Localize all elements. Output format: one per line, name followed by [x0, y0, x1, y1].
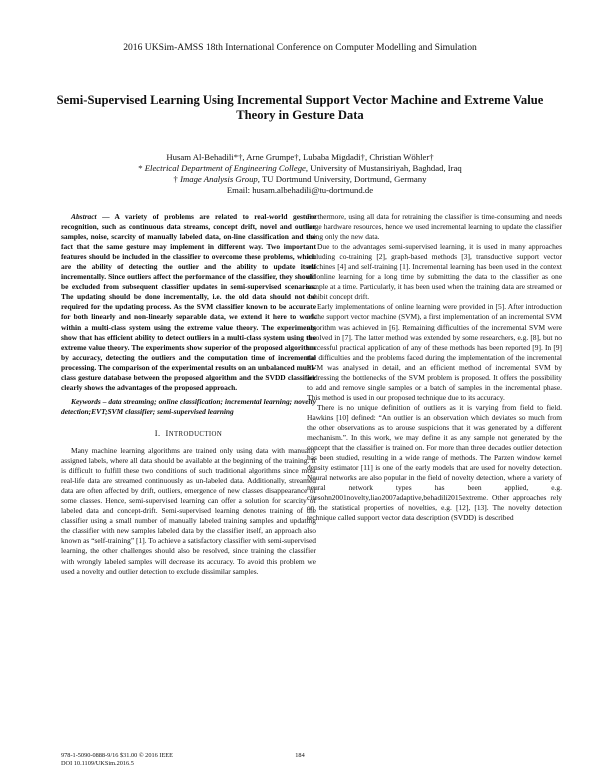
section-number: I. — [154, 428, 161, 438]
right-paragraph-2: Due to the advantages semi-supervised learning, it is used in many approaches including co-training [2], graph-based methods [3], transductive support vector machines [4] and self-training [1]. Incremental learning has been used in the context of online learning for a long time by submitting the data to the classifier as one sample at a time. Particularly, it has been used when the training data are streamed or exhibit concept drift. — [307, 242, 562, 302]
affiliation-2 — [0, 174, 600, 185]
affiliation-1-dept: Electrical Department of Engineering College — [144, 163, 306, 173]
footer-isbn: 978-1-5090-0888-9/16 $31.00 © 2016 IEEE — [61, 752, 173, 759]
section-title-rest: NTRODUCTION — [168, 430, 223, 438]
affiliation-2-group: Image Analysis Group — [180, 174, 258, 184]
footer-doi: DOI 10.1109/UKSim.2016.5 — [61, 760, 134, 767]
affiliation-1-mark: * — [138, 163, 143, 173]
author-email: Email: husam.albehadili@tu-dortmund.de — [226, 185, 374, 195]
right-paragraph-1: Furthermore, using all data for retraining the classifier is time-consuming and needs large hardware resources, hence we used incremental learning to update the classifier using only the new data. — [307, 212, 562, 242]
section-title-first: I — [165, 428, 169, 438]
left-column — [61, 212, 316, 577]
abstract-text: — A variety of problems are related to real-world gesture recognition, such as continuous data streams, concept drift, novel and outlier samples, noise, scarcity of manually labeled data, on-line classification and the fact that the same gesture may implement in different way. Two important features should be included in the classifier to overcome these problems, which are the ability of detecting the outlier and the ability to update itself incrementally. Since outliers affect the performance of the classifier, they should be excluded from subsequent classifier updates in semi-supervised scenarios. The updating should be done incrementally, i.e. the old data should not be required for the updating process. As the SVM classifier known to be accurate for both linearly and non-linearly separable data, we extend it here to work within a multi-class system using the extreme value theory. The experiments show that has efficient ability to detect outliers in a multi-class system using the extreme value theory. The experiments show superior of the proposed algorithm by accuracy, detecting the outliers and the computation time of incremental processing. The comparison of the experimental results on an unbalanced multi-class gesture database between the proposed algorithm and the SVDD classifier clearly shows the advantages of the proposed approach. — [61, 212, 316, 392]
section-heading-introduction — [61, 429, 316, 440]
author-block — [0, 152, 600, 196]
right-paragraph-4: There is no unique definition of outliers as it is varying from field to field. Hawkins [10] defined: “An outlier is an observation which deviates so much from the other observations as to arouse suspicions that it was generated by a different mechanism.”. In this work, we may define it as any sample not generated by the concept that the classifier is trained on. For more than three decades outlier detection has been studied, resulting in a wide range of methods. The Parzen window kernel density estimator [11] is one of the early models that are used for novelty detection. Neural networks are also popular in the field of novelty detection, where a variety of neural network types has been applied, e.g. citesohn2001novelty,liao2007adaptive,behadili2015extreme. Other approaches rely on the statistical properties of novelties, e.g. [12], [13]. The novelty detection technique called support vector data description (SVDD) is described — [307, 402, 562, 523]
abstract — [61, 212, 316, 393]
affiliation-1 — [0, 163, 600, 174]
affiliation-2-mark: † — [173, 174, 178, 184]
author-names: Husam Al-Behadili*†, Arne Grumpe†, Lubaba Migdadi†, Christian Wöhler† — [166, 152, 434, 162]
page-number: 184 — [295, 752, 305, 759]
affiliation-2-rest: , TU Dortmund University, Dortmund, Germany — [257, 174, 427, 184]
affiliation-1-rest: , University of Mustansiriyah, Baghdad, Iraq — [305, 163, 462, 173]
intro-paragraph-1: Many machine learning algorithms are trained only using data with manually assigned labels, where all data should be available at the beginning of the training. It is difficult to fulfill these two conditions of such traditional algorithms since most real-life data are streamed continuously as un-labeled data. Additionally, streamed data are often affected by drift, outliers, emergence of new classes disappearance of some classes. Hence, semi-supervised learning can offer a solution for scarcity of labeled data and concept-drift. Semi-supervised learning denotes training of the classifier using a small number of manually labeled training samples and updating the classifier with new samples labeled data by the classifier itself, an approach also known as “self-training” [1]. To achieve a satisfactory classifier with semi-supervised learning, the other challenges should also be resolved, since training the classifier with wrongly labeled samples will decrease its accuracy. To avoid this problem we used a novelty and outlier detection to exclude dissimilar samples. — [61, 445, 316, 576]
conference-header: 2016 UKSim-AMSS 18th International Conference on Computer Modelling and Simulation — [123, 42, 477, 53]
abstract-lead: Abstract — [71, 212, 97, 221]
right-column — [307, 212, 562, 523]
right-paragraph-3: Early implementations of online learning were provided in [5]. After introduction of the support vector machine (SVM), a first implementation of an incremental SVM algorithm was achieved in [6]. Remaining difficulties of the incremental SVM were resolved in [7]. The latter method was extended by some researchers, e.g. [8], but no successful practical application of any of these methods has been reported [9]. In [9] the difficulties and the problems faced during the implementation of the incremental SVM was analysed in detail, and an efficient method of incremental SVM by addressing the bottlenecks of the SVM problem is proposed. It offers the possibility to add and remove single samples or a batch of samples in the incremental phase. This method is used in our proposed technique due to its accuracy. — [307, 302, 562, 402]
paper-title: Semi-Supervised Learning Using Incremental Support Vector Machine and Extreme Value Theory in Gesture Data — [56, 93, 544, 122]
keywords: Keywords – data streaming; online classification; incremental learning; novelty detection;EVT;SVM classifier; semi-supervised learning — [61, 396, 316, 416]
